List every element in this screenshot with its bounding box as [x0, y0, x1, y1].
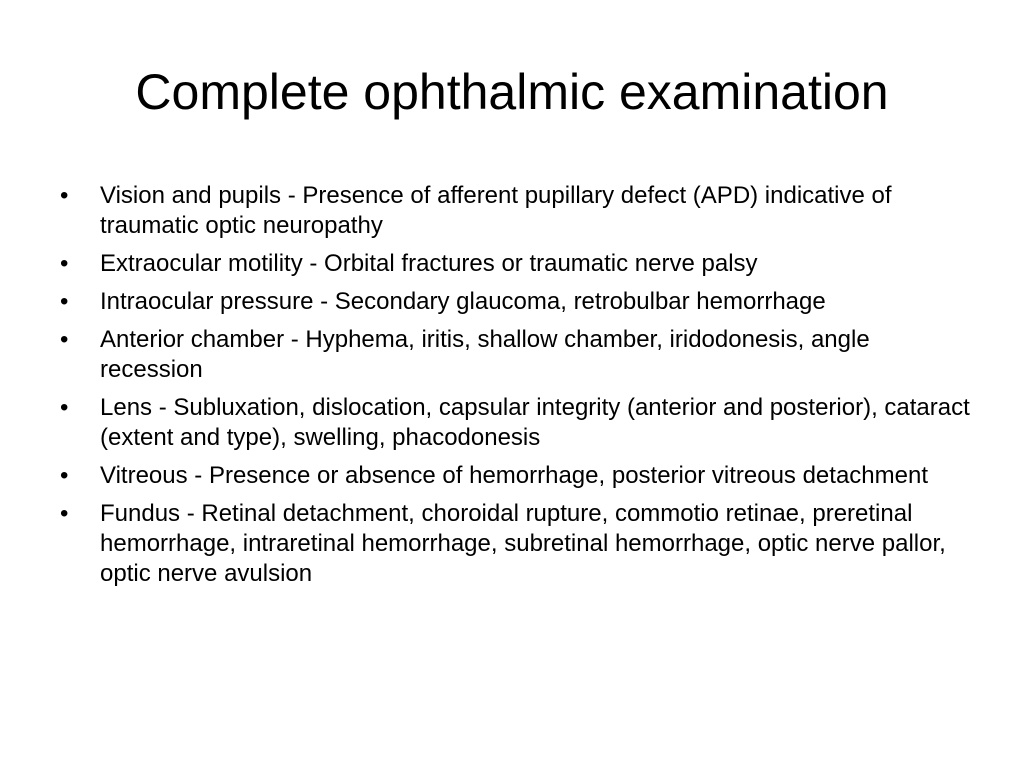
bullet-icon: •: [60, 182, 69, 209]
list-item: [60, 325, 970, 385]
bullet-icon: •: [60, 288, 69, 315]
bullet-text: Lens - Subluxation, dislocation, capsular integrity (anterior and posterior), cataract (extent and type), swelling, phacodonesis: [100, 394, 970, 451]
bullet-icon: •: [60, 326, 69, 353]
list-item: [60, 393, 970, 453]
list-item: [60, 461, 970, 491]
list-item: [60, 287, 970, 317]
bullet-list: [60, 181, 970, 597]
bullet-icon: •: [60, 462, 69, 489]
bullet-text: Anterior chamber - Hyphema, iritis, shallow chamber, iridodonesis, angle recession: [100, 326, 870, 383]
bullet-text: Intraocular pressure - Secondary glaucoma, retrobulbar hemorrhage: [100, 288, 826, 315]
bullet-text: Vitreous - Presence or absence of hemorrhage, posterior vitreous detachment: [100, 462, 928, 489]
bullet-text: Vision and pupils - Presence of afferent pupillary defect (APD) indicative of traumatic optic neuropathy: [100, 182, 892, 239]
list-item: [60, 499, 970, 589]
slide-title: Complete ophthalmic examination: [135, 64, 889, 120]
list-item: [60, 181, 970, 241]
bullet-icon: •: [60, 250, 69, 277]
bullet-text: Extraocular motility - Orbital fractures or traumatic nerve palsy: [100, 250, 758, 277]
bullet-icon: •: [60, 500, 69, 527]
list-item: [60, 249, 970, 279]
bullet-text: Fundus - Retinal detachment, choroidal rupture, commotio retinae, preretinal hemorrhage, intraretinal hemorrhage, subretinal hemorrhage, optic nerve pallor, optic nerve avulsion: [100, 500, 946, 587]
bullet-icon: •: [60, 394, 69, 421]
